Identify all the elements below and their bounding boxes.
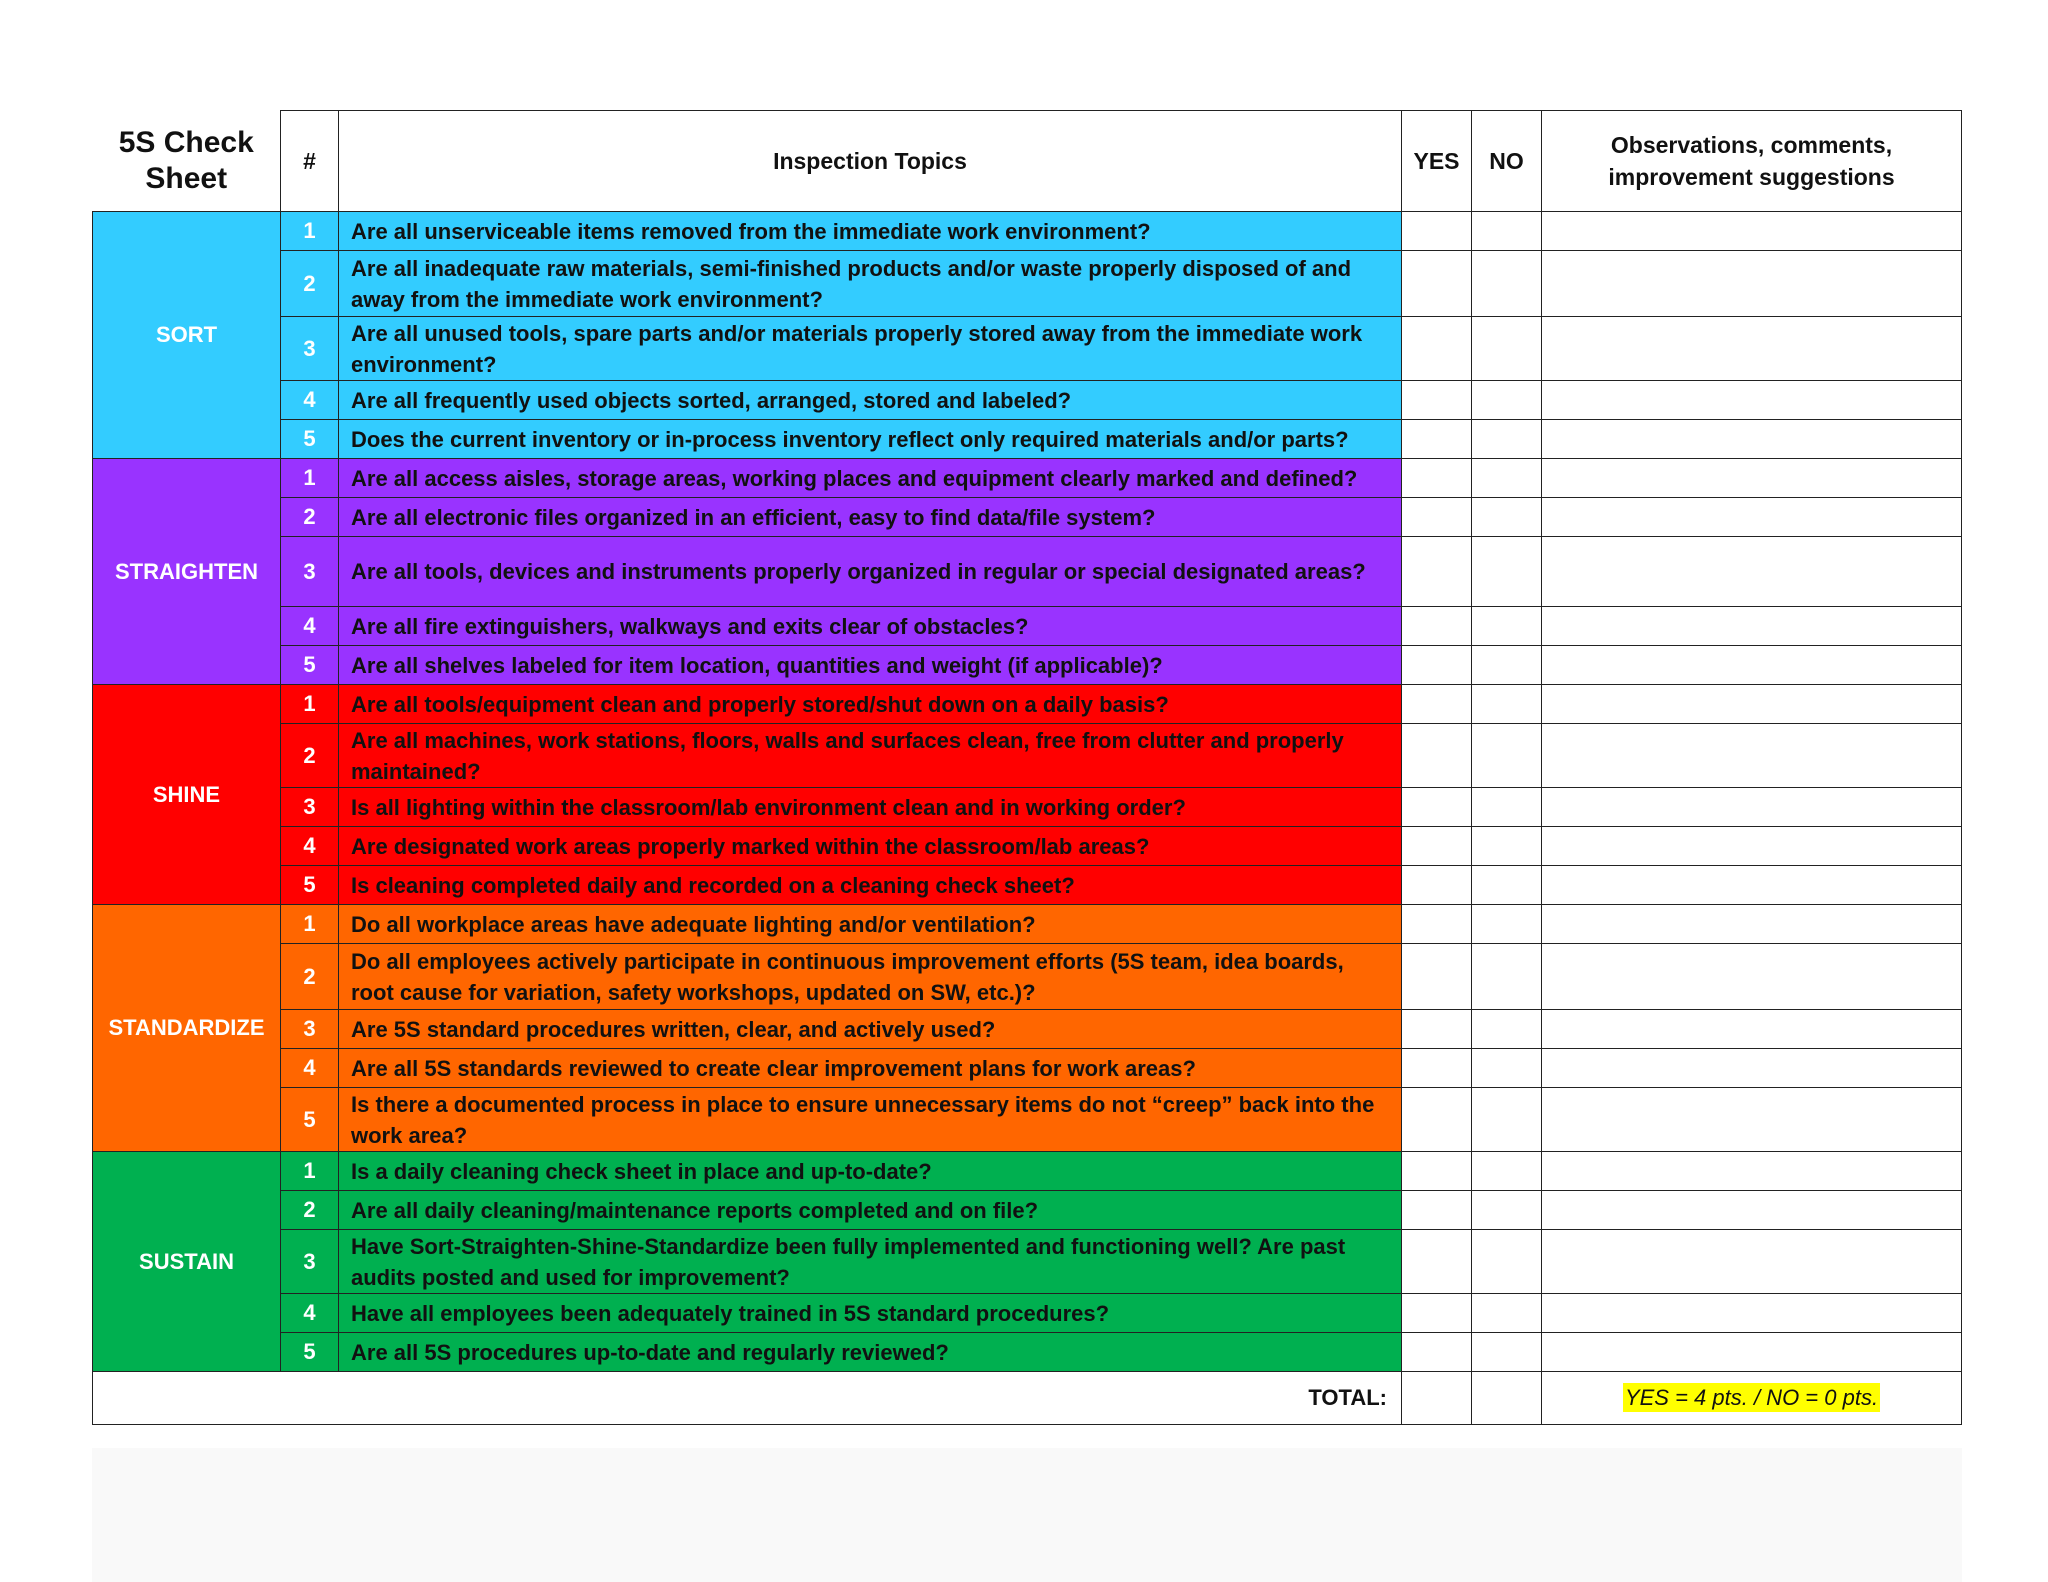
checklist-row [93,866,1962,905]
no-cell[interactable] [1472,420,1542,459]
checklist-row [93,251,1962,317]
category-label-standardize: STANDARDIZE [93,905,281,1152]
checklist-row [93,1294,1962,1333]
yes-cell[interactable] [1402,1230,1472,1294]
item-number: 1 [281,905,339,944]
item-number: 1 [281,212,339,251]
total-yes-cell[interactable] [1402,1372,1472,1425]
checklist-row [93,420,1962,459]
yes-cell[interactable] [1402,381,1472,420]
observations-cell[interactable] [1542,685,1962,724]
inspection-question: Are all unserviceable items removed from the immediate work environment? [339,212,1402,251]
observations-cell[interactable] [1542,827,1962,866]
observations-cell[interactable] [1542,1333,1962,1372]
inspection-question: Are all unused tools, spare parts and/or materials properly stored away from the immediate work environment? [339,317,1402,381]
observations-cell[interactable] [1542,381,1962,420]
inspection-question: Are all 5S procedures up-to-date and regularly reviewed? [339,1333,1402,1372]
observations-cell[interactable] [1542,251,1962,317]
yes-cell[interactable] [1402,944,1472,1010]
yes-cell[interactable] [1402,1152,1472,1191]
observations-cell[interactable] [1542,1088,1962,1152]
yes-cell[interactable] [1402,788,1472,827]
checklist-row [93,537,1962,607]
no-cell[interactable] [1472,724,1542,788]
yes-cell[interactable] [1402,537,1472,607]
item-number: 3 [281,537,339,607]
sheet-title: 5S Check Sheet [93,111,281,212]
observations-cell[interactable] [1542,1230,1962,1294]
checklist-row [93,607,1962,646]
checklist-row [93,944,1962,1010]
header-observations: Observations, comments, improvement suggestions [1542,111,1962,212]
inspection-question: Are all daily cleaning/maintenance reports completed and on file? [339,1191,1402,1230]
item-number: 4 [281,1294,339,1333]
yes-cell[interactable] [1402,905,1472,944]
check-sheet-table [92,110,1962,1425]
checklist-row [93,685,1962,724]
item-number: 5 [281,420,339,459]
yes-cell[interactable] [1402,685,1472,724]
item-number: 1 [281,1152,339,1191]
observations-cell[interactable] [1542,1010,1962,1049]
no-cell[interactable] [1472,685,1542,724]
checklist-row [93,1152,1962,1191]
inspection-question: Is a daily cleaning check sheet in place and up-to-date? [339,1152,1402,1191]
no-cell[interactable] [1472,317,1542,381]
header-num: # [281,111,339,212]
yes-cell[interactable] [1402,317,1472,381]
checklist-row [93,646,1962,685]
checklist-row [93,381,1962,420]
inspection-question: Are all tools, devices and instruments properly organized in regular or special designated areas? [339,537,1402,607]
inspection-question: Are all tools/equipment clean and properly stored/shut down on a daily basis? [339,685,1402,724]
item-number: 2 [281,724,339,788]
item-number: 3 [281,317,339,381]
inspection-question: Do all employees actively participate in continuous improvement efforts (5S team, idea boards, root cause for variation, safety workshops, updated on SW, etc.)? [339,944,1402,1010]
inspection-question: Are all 5S standards reviewed to create clear improvement plans for work areas? [339,1049,1402,1088]
no-cell[interactable] [1472,251,1542,317]
yes-cell[interactable] [1402,607,1472,646]
no-cell[interactable] [1472,381,1542,420]
item-number: 2 [281,1191,339,1230]
scoring-note-cell [1542,1372,1962,1425]
yes-cell[interactable] [1402,498,1472,537]
total-row [93,1372,1962,1425]
no-cell[interactable] [1472,905,1542,944]
no-cell[interactable] [1472,1333,1542,1372]
yes-cell[interactable] [1402,1049,1472,1088]
item-number: 5 [281,1088,339,1152]
yes-cell[interactable] [1402,251,1472,317]
inspection-question: Is there a documented process in place to ensure unnecessary items do not “creep” back into the work area? [339,1088,1402,1152]
header-yes: YES [1402,111,1472,212]
observations-cell[interactable] [1542,1152,1962,1191]
no-cell[interactable] [1472,1294,1542,1333]
observations-cell[interactable] [1542,1294,1962,1333]
no-cell[interactable] [1472,607,1542,646]
observations-cell[interactable] [1542,537,1962,607]
inspection-question: Is cleaning completed daily and recorded on a cleaning check sheet? [339,866,1402,905]
item-number: 4 [281,607,339,646]
item-number: 1 [281,459,339,498]
observations-cell[interactable] [1542,1191,1962,1230]
observations-cell[interactable] [1542,1049,1962,1088]
inspection-question: Is all lighting within the classroom/lab environment clean and in working order? [339,788,1402,827]
inspection-question: Are all machines, work stations, floors, walls and surfaces clean, free from clutter and properly maintained? [339,724,1402,788]
checklist-row [93,1088,1962,1152]
no-cell[interactable] [1472,944,1542,1010]
category-label-shine: SHINE [93,685,281,905]
header-row [93,111,1962,212]
header-no: NO [1472,111,1542,212]
checklist-row [93,905,1962,944]
no-cell[interactable] [1472,537,1542,607]
inspection-question: Are all frequently used objects sorted, arranged, stored and labeled? [339,381,1402,420]
checklist-row [93,459,1962,498]
inspection-question: Are all fire extinguishers, walkways and exits clear of obstacles? [339,607,1402,646]
no-cell[interactable] [1472,1010,1542,1049]
no-cell[interactable] [1472,827,1542,866]
header-inspection-topics: Inspection Topics [339,111,1402,212]
observations-cell[interactable] [1542,317,1962,381]
no-cell[interactable] [1472,459,1542,498]
item-number: 5 [281,866,339,905]
yes-cell[interactable] [1402,1191,1472,1230]
item-number: 3 [281,788,339,827]
inspection-question: Does the current inventory or in-process inventory reflect only required materials and/or parts? [339,420,1402,459]
observations-cell[interactable] [1542,459,1962,498]
yes-cell[interactable] [1402,827,1472,866]
observations-cell[interactable] [1542,646,1962,685]
yes-cell[interactable] [1402,866,1472,905]
checklist-row [93,1049,1962,1088]
item-number: 2 [281,251,339,317]
checklist-row [93,1333,1962,1372]
checklist-row [93,1010,1962,1049]
category-label-sort: SORT [93,212,281,459]
item-number: 3 [281,1010,339,1049]
yes-cell[interactable] [1402,1294,1472,1333]
inspection-question: Do all workplace areas have adequate lighting and/or ventilation? [339,905,1402,944]
checklist-row [93,724,1962,788]
observations-cell[interactable] [1542,944,1962,1010]
no-cell[interactable] [1472,1152,1542,1191]
observations-cell[interactable] [1542,420,1962,459]
yes-cell[interactable] [1402,1333,1472,1372]
inspection-question: Have all employees been adequately trained in 5S standard procedures? [339,1294,1402,1333]
no-cell[interactable] [1472,788,1542,827]
checklist-row [93,1230,1962,1294]
item-number: 4 [281,381,339,420]
no-cell[interactable] [1472,212,1542,251]
yes-cell[interactable] [1402,1088,1472,1152]
inspection-question: Are 5S standard procedures written, clear, and actively used? [339,1010,1402,1049]
category-label-straighten: STRAIGHTEN [93,459,281,685]
checklist-row [93,317,1962,381]
item-number: 1 [281,685,339,724]
inspection-question: Are all access aisles, storage areas, working places and equipment clearly marked and defined? [339,459,1402,498]
inspection-question: Are all shelves labeled for item location, quantities and weight (if applicable)? [339,646,1402,685]
observations-cell[interactable] [1542,607,1962,646]
item-number: 3 [281,1230,339,1294]
no-cell[interactable] [1472,1049,1542,1088]
item-number: 4 [281,1049,339,1088]
category-label-sustain: SUSTAIN [93,1152,281,1372]
checklist-row [93,212,1962,251]
no-cell[interactable] [1472,866,1542,905]
observations-cell[interactable] [1542,724,1962,788]
no-cell[interactable] [1472,1191,1542,1230]
checklist-row [93,827,1962,866]
item-number: 2 [281,498,339,537]
scoring-note: YES = 4 pts. / NO = 0 pts. [1624,1385,1879,1410]
observations-cell[interactable] [1542,788,1962,827]
no-cell[interactable] [1472,498,1542,537]
inspection-question: Are designated work areas properly marked within the classroom/lab areas? [339,827,1402,866]
yes-cell[interactable] [1402,1010,1472,1049]
no-cell[interactable] [1472,646,1542,685]
yes-cell[interactable] [1402,212,1472,251]
no-cell[interactable] [1472,1088,1542,1152]
item-number: 5 [281,1333,339,1372]
yes-cell[interactable] [1402,724,1472,788]
total-label: TOTAL: [93,1372,1402,1425]
checklist-row [93,1191,1962,1230]
inspection-question: Are all inadequate raw materials, semi-finished products and/or waste properly disposed of and away from the immediate work environment? [339,251,1402,317]
checklist-row [93,788,1962,827]
observations-cell[interactable] [1542,905,1962,944]
observations-cell[interactable] [1542,212,1962,251]
item-number: 4 [281,827,339,866]
inspection-question: Have Sort-Straighten-Shine-Standardize been fully implemented and functioning well? Are past audits posted and used for improvement? [339,1230,1402,1294]
total-no-cell[interactable] [1472,1372,1542,1425]
item-number: 5 [281,646,339,685]
checklist-row [93,498,1962,537]
yes-cell[interactable] [1402,646,1472,685]
inspection-question: Are all electronic files organized in an efficient, easy to find data/file system? [339,498,1402,537]
yes-cell[interactable] [1402,420,1472,459]
observations-cell[interactable] [1542,498,1962,537]
yes-cell[interactable] [1402,459,1472,498]
observations-cell[interactable] [1542,866,1962,905]
bottom-band [92,1448,1962,1582]
item-number: 2 [281,944,339,1010]
no-cell[interactable] [1472,1230,1542,1294]
